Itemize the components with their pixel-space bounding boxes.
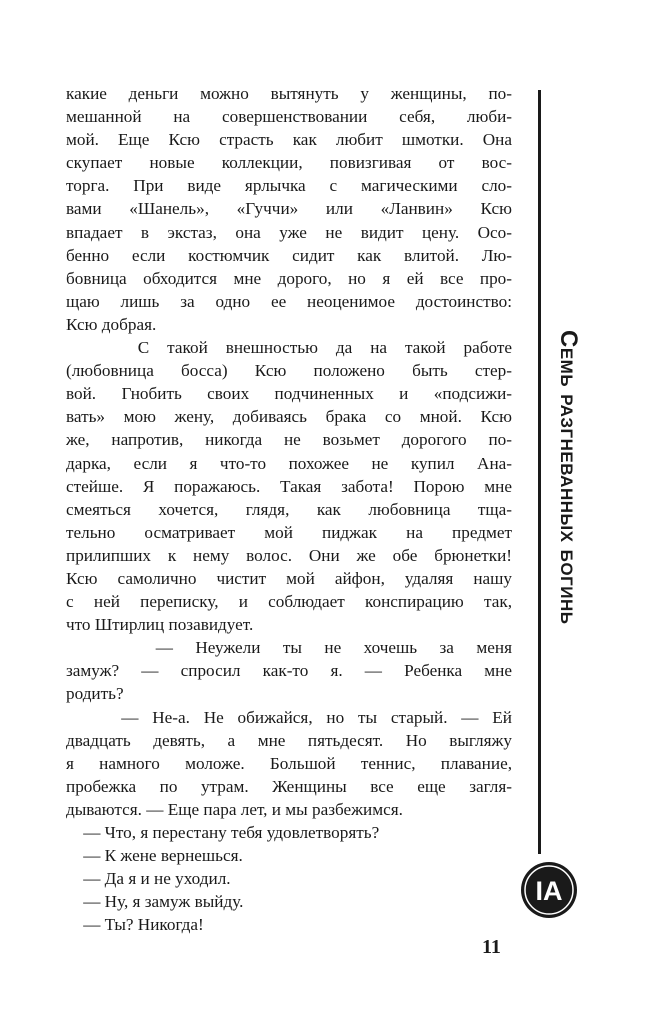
text-line: С такой внешностью да на такой работе — [66, 338, 512, 358]
text-line: дарка, если я что-то похожее не купил Ана- — [66, 453, 512, 473]
publisher-logo-graphic — [519, 860, 579, 920]
text-line: — К жене вернешься. — [66, 846, 243, 866]
text-line: с ней переписку, и соблюдает конспирацию так, — [66, 592, 512, 612]
text-line: бенно если костюмчик сидит как влитой. Лю- — [66, 245, 512, 265]
text-line: дываются. — Еще пара лет, и мы разбежимся. — [66, 799, 403, 819]
running-title-text: Семь разгневанных богинь — [555, 330, 582, 625]
text-line: замуж? — спросил как-то я. — Ребенка мне — [66, 661, 512, 681]
text-line: Ксю добрая. — [66, 314, 157, 334]
publisher-logo-icon — [519, 860, 579, 920]
text-line: пробежка по утрам. Женщины все еще загля- — [66, 776, 512, 796]
text-line: смеяться хочется, глядя, как любовница тща- — [66, 499, 512, 519]
text-line: Ксю самолично чистит мой айфон, удаляя нашу — [66, 568, 512, 588]
text-line: мой. Еще Ксю страсть как любит шмотки. Она — [66, 130, 512, 150]
text-line: вами «Шанель», «Гуччи» или «Ланвин» Ксю — [66, 199, 512, 219]
page-number: 11 — [482, 936, 501, 958]
text-line: — Что, я перестану тебя удовлетворять? — [66, 823, 380, 842]
text-line: мешанной на совершенствовании себя, люби- — [66, 107, 512, 127]
text-line: что Штирлиц позавидует. — [66, 615, 254, 635]
text-line: — Да я и не уходил. — [66, 869, 231, 889]
text-line: — Ну, я замуж выйду. — [66, 892, 244, 912]
text-line: вать» мою жену, добиваясь брака со мной. Ксю — [66, 407, 512, 427]
text-line: прилипших к нему волос. Они же обе брюнетки! — [66, 545, 512, 565]
text-line: — Ты? Никогда! — [66, 915, 204, 935]
text-line: (любовница босса) Ксю положено быть стер- — [66, 361, 512, 381]
text-line: я намного моложе. Большой теннис, плавание, — [66, 753, 512, 773]
text-line: стейше. Я поражаюсь. Такая забота! Порою мне — [66, 476, 512, 496]
text-line: же, напротив, никогда не возьмет дорогого по- — [66, 430, 512, 450]
body-text — [66, 82, 512, 936]
text-line: двадцать девять, а мне пятьдесят. Но выгляжу — [66, 730, 512, 750]
text-line: тельно осматривает мой пиджак на предмет — [66, 522, 512, 542]
running-title — [553, 330, 583, 670]
logo-text: IA — [535, 876, 563, 906]
text-line: впадает в экстаз, она уже не видит цену. Осо- — [66, 222, 512, 242]
text-line: бовница обходится мне дорого, но я ей все про- — [66, 268, 512, 288]
text-line: щаю лишь за одно ее неоценимое достоинство: — [66, 291, 512, 311]
text-line: — Не-а. Не обижайся, но ты старый. — Ей — [66, 707, 512, 727]
text-line: родить? — [66, 684, 124, 704]
vertical-rule — [538, 90, 541, 854]
text-line: скупает новые коллекции, повизгивая от вос- — [66, 153, 512, 173]
text-line: вой. Гнобить своих подчиненных и «подсижи- — [66, 384, 512, 404]
text-line: торга. При виде ярлычка с магическими сло- — [66, 176, 512, 196]
text-line: — Неужели ты не хочешь за меня — [66, 638, 512, 658]
text-line: какие деньги можно вытянуть у женщины, по- — [66, 84, 512, 103]
